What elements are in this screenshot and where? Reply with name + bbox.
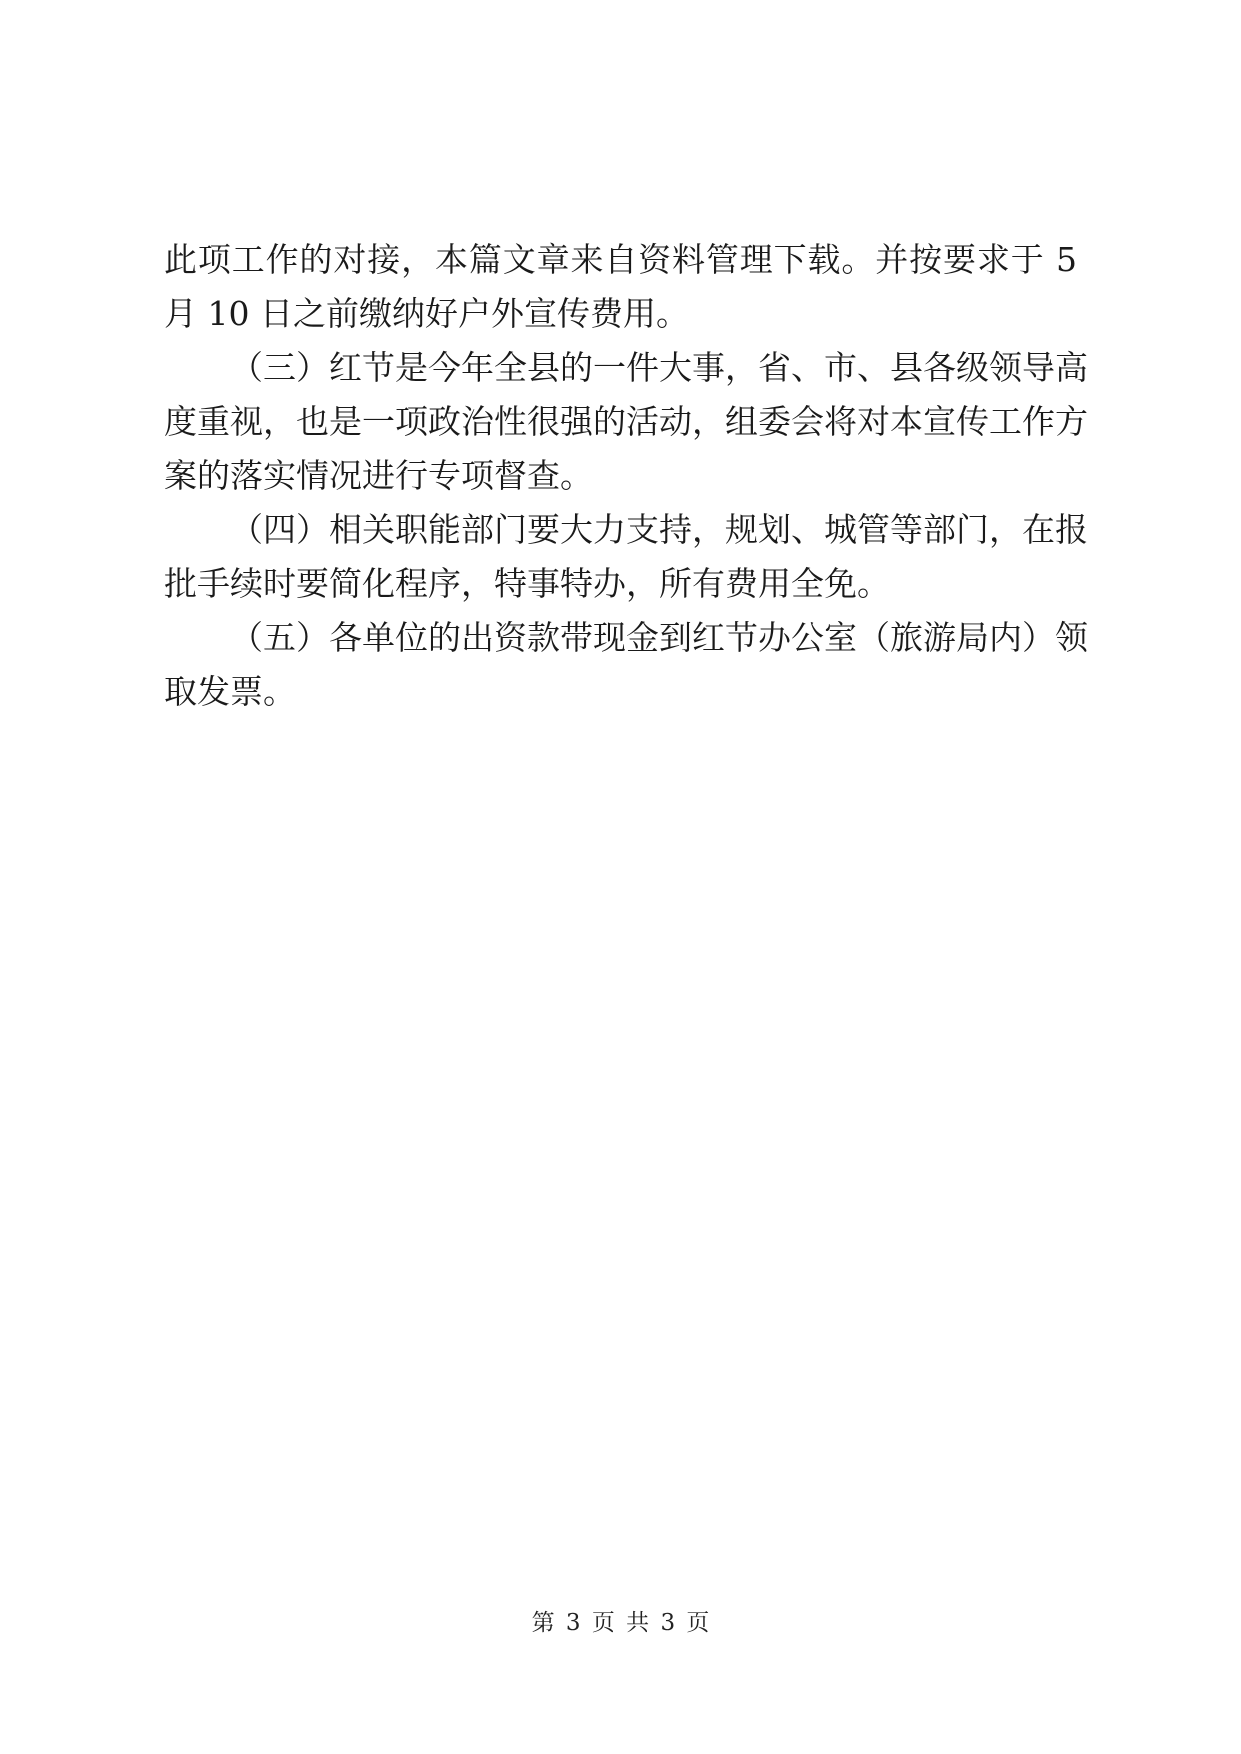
page-number-footer: 第 3 页 共 3 页	[531, 1610, 710, 1636]
paragraph-start-line: （四）相关职能部门要大力支持，规划、城管等部门，在报	[230, 510, 1088, 549]
text-line: 度重视，也是一项政治性很强的活动，组委会将对本宣传工作方	[164, 402, 1088, 441]
paragraph-start-line: （五）各单位的出资款带现金到红节办公室（旅游局内）领	[230, 618, 1088, 657]
text-line: 取发票。	[164, 672, 296, 711]
text-line: 案的落实情况进行专项督查。	[164, 456, 593, 495]
text-line: 此项工作的对接，本篇文章来自资料管理下载。并按要求于 5	[164, 240, 1077, 279]
text-line: 月 10 日之前缴纳好户外宣传费用。	[164, 294, 689, 333]
text-line: 批手续时要简化程序，特事特办，所有费用全免。	[164, 564, 890, 603]
document-body	[164, 233, 1088, 719]
paragraph-start-line: （三）红节是今年全县的一件大事，省、市、县各级领导高	[230, 348, 1088, 387]
